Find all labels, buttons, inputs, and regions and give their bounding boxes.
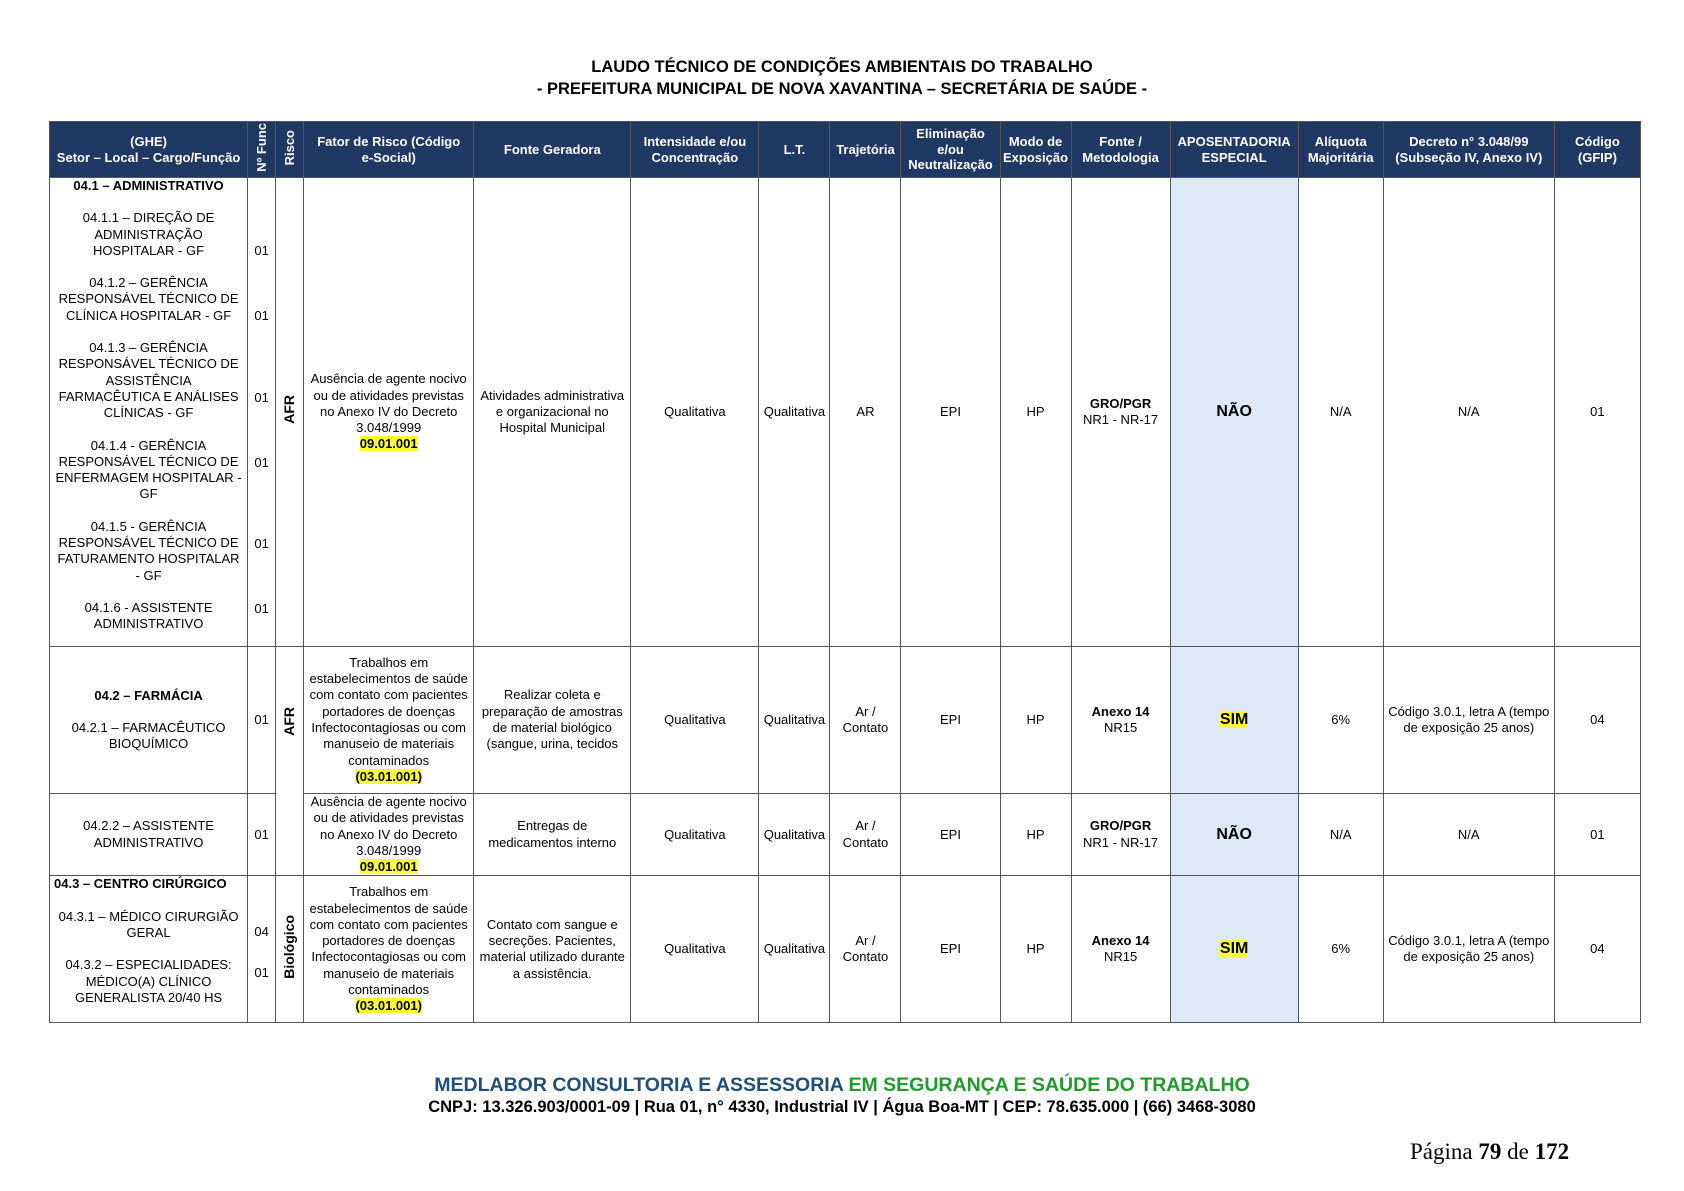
col-fonte-geradora: Fonte Geradora	[474, 122, 631, 178]
title-line-2: - PREFEITURA MUNICIPAL DE NOVA XAVANTINA – SECRETÁRIA DE SAÚDE -	[536, 80, 1148, 98]
fonte-geradora-cell: Realizar coleta e preparação de amostras de material biológico (sangue, urina, tecidos	[474, 647, 631, 794]
document-title	[0, 56, 1684, 100]
nfunc-cell	[248, 876, 276, 1023]
eliminacao-cell: EPI	[901, 794, 1000, 876]
aposentadoria-cell	[1170, 876, 1298, 1023]
codigo-cell: 01	[1554, 794, 1640, 876]
aposentadoria-value: NÃO	[1216, 825, 1252, 843]
fator-code: (03.01.001)	[355, 998, 422, 1014]
nfunc-cell: 01	[248, 647, 276, 794]
section-title: 04.1 – ADMINISTRATIVO	[73, 178, 224, 193]
section-title: 04.2 – FARMÁCIA	[94, 687, 203, 703]
intensidade-cell: Qualitativa	[631, 647, 759, 794]
nfunc-value: 01	[254, 454, 269, 470]
fonte-geradora-cell: Atividades administrativa e organizacional no Hospital Municipal	[474, 178, 631, 647]
list-item: 04.3.2 – ESPECIALIDADES: MÉDICO(A) CLÍNICO GENERALISTA 20/40 HS	[65, 957, 232, 1005]
aposentadoria-value: SIM	[1219, 940, 1249, 958]
list-item: 04.3.1 – MÉDICO CIRURGIÃO GERAL	[58, 908, 239, 941]
trajetoria-cell: Ar / Contato	[830, 794, 901, 876]
nfunc-value: 01	[254, 389, 269, 405]
col-eliminacao: Eliminação e/ou Neutralização	[901, 122, 1000, 178]
nfunc-cell: 01	[248, 794, 276, 876]
list-item: 04.1.6 - ASSISTENTE ADMINISTRATIVO	[84, 599, 213, 632]
aposentadoria-cell	[1170, 178, 1298, 647]
intensidade-cell: Qualitativa	[631, 876, 759, 1023]
risco-cell	[276, 647, 304, 876]
title-line-1: LAUDO TÉCNICO DE CONDIÇÕES AMBIENTAIS DO TRABALHO	[591, 58, 1093, 76]
setor-cell	[50, 794, 248, 876]
col-intensidade: Intensidade e/ou Concentração	[631, 122, 759, 178]
col-codigo: Código (GFIP)	[1554, 122, 1640, 178]
nfunc-value: 01	[254, 601, 269, 617]
table-row	[50, 647, 1641, 794]
lt-cell: Qualitativa	[759, 876, 830, 1023]
page-number: Página 79 de 172	[1410, 1139, 1570, 1164]
fator-code: 09.01.001	[359, 436, 418, 452]
col-fonte-metodologia: Fonte / Metodologia	[1071, 122, 1170, 178]
aliquota-cell: 6%	[1298, 647, 1383, 794]
aliquota-cell: N/A	[1298, 794, 1383, 876]
fator-text: Trabalhos em estabelecimentos de saúde com contato com pacientes portadores de doenças Infectocontagiosas ou com manuseio de materiais contaminados	[309, 884, 468, 998]
trajetoria-cell: Ar / Contato	[830, 647, 901, 794]
nfunc-value: 01	[254, 243, 269, 258]
footer-company	[0, 1074, 1684, 1097]
fator-cell	[304, 178, 474, 647]
list-item: 04.1.3 – GERÊNCIA RESPONSÁVEL TÉCNICO DE ASSISTÊNCIA FARMACÊUTICA E ANÁLISES CLÍNICAS - GF	[58, 340, 239, 421]
codigo-cell: 01	[1554, 178, 1640, 647]
modo-cell: HP	[1000, 876, 1071, 1023]
setor-cell	[50, 647, 248, 794]
modo-cell: HP	[1000, 178, 1071, 647]
intensidade-cell: Qualitativa	[631, 794, 759, 876]
list-item: 04.1.1 – DIREÇÃO DE ADMINISTRAÇÃO HOSPITALAR - GF	[82, 210, 215, 258]
fonte-geradora-cell: Contato com sangue e secreções. Pacientes, material utilizado durante a assistência.	[474, 876, 631, 1023]
eliminacao-cell: EPI	[901, 178, 1000, 647]
risco-value: Biológico	[281, 915, 298, 980]
nfunc-value: 01	[254, 308, 269, 324]
aliquota-cell: N/A	[1298, 178, 1383, 647]
table-header-row	[50, 122, 1641, 178]
fator-cell	[304, 876, 474, 1023]
col-fator: Fator de Risco (Código e-Social)	[304, 122, 474, 178]
lt-cell: Qualitativa	[759, 178, 830, 647]
col-decreto: Decreto n° 3.048/99 (Subseção IV, Anexo IV)	[1383, 122, 1554, 178]
list-item: 04.2.2 – ASSISTENTE ADMINISTRATIVO	[83, 818, 214, 850]
list-item: 04.1.4 - GERÊNCIA RESPONSÁVEL TÉCNICO DE ENFERMAGEM HOSPITALAR - GF	[55, 437, 242, 502]
fonte-metodologia-cell: GRO/PGR NR1 - NR-17	[1071, 794, 1170, 876]
decreto-cell: N/A	[1383, 794, 1554, 876]
lt-cell: Qualitativa	[759, 794, 830, 876]
lt-cell: Qualitativa	[759, 647, 830, 794]
col-aliquota: Alíquota Majoritária	[1298, 122, 1383, 178]
fonte-metodologia-cell: GRO/PGR NR1 - NR-17	[1071, 178, 1170, 647]
page-current: 79	[1478, 1139, 1502, 1164]
aposentadoria-cell	[1170, 794, 1298, 876]
col-ghe: (GHE) Setor – Local – Cargo/Função	[50, 122, 248, 178]
fator-cell	[304, 647, 474, 794]
aposentadoria-value: NÃO	[1216, 402, 1252, 420]
fator-text: Ausência de agente nocivo ou de atividades previstas no Anexo IV do Decreto 3.048/1999	[310, 371, 467, 436]
modo-cell: HP	[1000, 794, 1071, 876]
nfunc-value: 04	[254, 924, 269, 940]
eliminacao-cell: EPI	[901, 876, 1000, 1023]
company-name: MEDLABOR CONSULTORIA E ASSESSORIA	[434, 1074, 844, 1096]
decreto-cell: N/A	[1383, 178, 1554, 647]
col-nfunc: Nº Func	[248, 122, 276, 178]
fator-code: 09.01.001	[359, 859, 418, 875]
modo-cell: HP	[1000, 647, 1071, 794]
fator-cell	[304, 794, 474, 876]
aposentadoria-value: SIM	[1219, 710, 1249, 728]
page-total: 172	[1534, 1139, 1570, 1164]
risco-cell	[276, 876, 304, 1023]
table-row	[50, 876, 1641, 1023]
nfunc-value: 01	[254, 964, 269, 980]
list-item: 04.2.1 – FARMACÊUTICO BIOQUÍMICO	[71, 719, 226, 752]
list-item: 04.1.5 - GERÊNCIA RESPONSÁVEL TÉCNICO DE FATURAMENTO HOSPITALAR - GF	[57, 518, 240, 583]
col-aposentadoria: APOSENTADORIA ESPECIAL	[1170, 122, 1298, 178]
trajetoria-cell: AR	[830, 178, 901, 647]
setor-cell	[50, 178, 248, 647]
list-item: 04.1.2 – GERÊNCIA RESPONSÁVEL TÉCNICO DE CLÍNICA HOSPITALAR - GF	[58, 275, 239, 323]
risco-value: AFR	[281, 395, 298, 425]
fonte-metodologia-cell: Anexo 14 NR15	[1071, 876, 1170, 1023]
risco-cell	[276, 178, 304, 647]
col-risco: Risco	[276, 122, 304, 178]
intensidade-cell: Qualitativa	[631, 178, 759, 647]
fator-text: Ausência de agente nocivo ou de atividades previstas no Anexo IV do Decreto 3.048/1999	[310, 794, 467, 858]
setor-cell	[50, 876, 248, 1023]
risk-table	[49, 121, 1641, 1023]
col-modo: Modo de Exposição	[1000, 122, 1071, 178]
table-row	[50, 178, 1641, 647]
footer-address: CNPJ: 13.326.903/0001-09 | Rua 01, n° 4330, Industrial IV | Água Boa-MT | CEP: 78.635.000 | (66) 3468-3080	[428, 1098, 1256, 1116]
fator-text: Trabalhos em estabelecimentos de saúde com contato com pacientes portadores de doenças Infectocontagiosas ou com manuseio de materiais contaminados	[309, 654, 468, 768]
col-lt: L.T.	[759, 122, 830, 178]
aposentadoria-cell	[1170, 647, 1298, 794]
decreto-cell: Código 3.0.1, letra A (tempo de exposição 25 anos)	[1383, 647, 1554, 794]
company-tagline: EM SEGURANÇA E SAÚDE DO TRABALHO	[848, 1074, 1250, 1096]
decreto-cell: Código 3.0.1, letra A (tempo de exposição 25 anos)	[1383, 876, 1554, 1023]
aliquota-cell: 6%	[1298, 876, 1383, 1023]
eliminacao-cell: EPI	[901, 647, 1000, 794]
section-title: 04.3 – CENTRO CIRÚRGICO	[54, 876, 227, 892]
nfunc-value: 01	[254, 536, 269, 552]
col-trajetoria: Trajetória	[830, 122, 901, 178]
fator-code: (03.01.001)	[355, 768, 422, 784]
fonte-metodologia-cell: Anexo 14 NR15	[1071, 647, 1170, 794]
codigo-cell: 04	[1554, 647, 1640, 794]
trajetoria-cell: Ar / Contato	[830, 876, 901, 1023]
fonte-geradora-cell: Entregas de medicamentos interno	[474, 794, 631, 876]
risco-value: AFR	[281, 707, 298, 736]
codigo-cell: 04	[1554, 876, 1640, 1023]
nfunc-cell	[248, 178, 276, 647]
